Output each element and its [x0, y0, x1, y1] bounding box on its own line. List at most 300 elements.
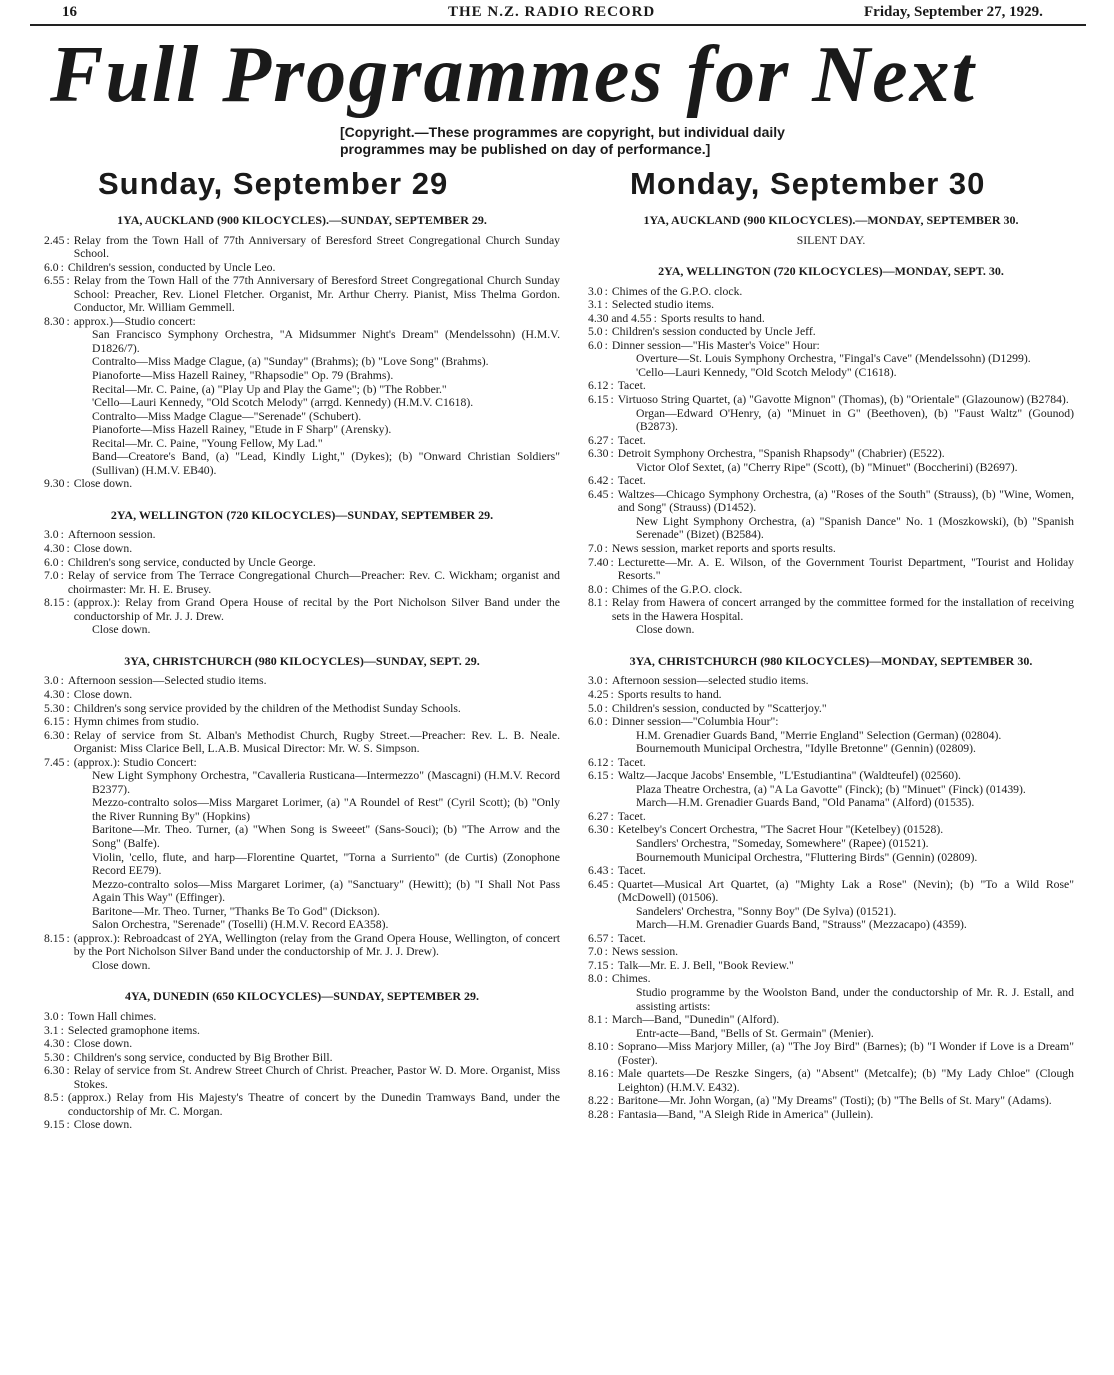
page-header	[56, 4, 1076, 26]
programme-item	[44, 396, 560, 410]
programme-text: Contralto—Miss Madge Clague, (a) "Sunday" (Brahms); (b) "Love Song" (Brahms).	[92, 355, 489, 369]
programme-item	[588, 823, 1074, 837]
programme-item	[588, 339, 1074, 353]
programme-text: Children's song service, conducted by Uncle George.	[67, 555, 316, 569]
programme-time: 6.0	[588, 338, 603, 352]
programme-item	[588, 878, 1074, 905]
programme-text: News session, market reports and sports results.	[611, 542, 836, 556]
programme-text: Baritone—Mr. Theo. Turner, "Thanks Be To God" (Dickson).	[92, 904, 380, 918]
programme-item	[588, 393, 1074, 407]
programme-time: 8.15	[44, 931, 65, 945]
time-separator: :	[604, 338, 608, 352]
programme-text: Salon Orchestra, "Serenade" (Toselli) (H.M.V. Record EA358).	[92, 918, 389, 932]
monday-heading: Monday, September 30	[630, 166, 986, 201]
programme-item	[588, 729, 1074, 743]
programme-item	[44, 623, 560, 637]
time-separator: :	[604, 1013, 608, 1027]
programme-text: Selected studio items.	[611, 298, 715, 312]
programme-text: Dinner session—"His Master's Voice" Hour:	[611, 338, 820, 352]
programme-text: Town Hall chimes.	[67, 1009, 157, 1023]
programme-text: News session.	[611, 945, 679, 959]
time-separator: :	[66, 1037, 70, 1051]
time-separator: :	[60, 528, 64, 542]
programme-text: March—H.M. Grenadier Guards Band, "Old Panama" (Alford) (01535).	[636, 796, 975, 810]
programme-item	[44, 932, 560, 959]
time-separator: :	[66, 687, 70, 701]
programme-text: Violin, 'cello, flute, and harp—Florentine Quartet, "Torna a Surriento" (de Curtis) (Zonophone Record EE79).	[92, 850, 560, 878]
programme-text: Mezzo-contralto solos—Miss Margaret Lorimer, (a) "A Roundel of Rest" (Cyril Scott); (b) "Only the River Running By" (Hopkins)	[92, 796, 560, 823]
time-separator: :	[604, 715, 608, 729]
programme-text: Baritone—Mr. John Worgan, (a) "My Dreams" (Tosti); (b) "The Bells of St. Mary" (Adams).	[617, 1094, 1052, 1108]
programme-item	[588, 596, 1074, 623]
programme-text: Relay from the Town Hall of the 77th Anniversary of Beresford Street Congregational Church Sunday School: Preacher, Rev. Lionel Fletcher. Organist, Mr. Arthur Cherry. Pianist, Miss Thelma Gordon. Conductor, Mr. William Gemmell.	[73, 274, 560, 315]
programme-text: Chimes of the G.P.O. clock.	[611, 284, 743, 298]
programme-text: San Francisco Symphony Orchestra, "A Midsummer Night's Dream" (Mendelssohn) (H.M.V. D1826/7).	[92, 328, 560, 355]
programme-text: New Light Symphony Orchestra, "Cavalleria Rusticana—Intermezzo" (Mascagni) (H.M.V. Record B2377).	[92, 769, 560, 796]
programme-item	[44, 1118, 560, 1132]
programme-text: Mezzo-contralto solos—Miss Margaret Lorimer, (a) "Sanctuary" (Hewitt); (b) "I Shall Not Pass Again This Way" (Effinger).	[92, 877, 560, 905]
time-separator: :	[604, 582, 608, 596]
programme-item	[588, 959, 1074, 973]
programme-text: Close down.	[73, 477, 133, 491]
programme-item	[588, 407, 1074, 434]
programme-time: 6.15	[588, 393, 609, 407]
programme-item	[588, 1040, 1074, 1067]
programme-text: Tacet.	[617, 433, 646, 447]
time-separator: :	[66, 477, 70, 491]
programme-item	[44, 261, 560, 275]
programme-item	[44, 369, 560, 383]
programme-time: 7.0	[588, 542, 603, 556]
programme-time: 8.15	[44, 596, 65, 610]
programme-item	[588, 461, 1074, 475]
silent-day-note: SILENT DAY.	[796, 233, 866, 247]
programme-text: Talk—Mr. E. J. Bell, "Book Review."	[617, 958, 794, 972]
programme-text: Afternoon session—selected studio items.	[611, 674, 809, 688]
programme-text: Dinner session—"Columbia Hour":	[611, 715, 779, 729]
programme-time: 9.15	[44, 1118, 65, 1132]
programme-item	[588, 837, 1074, 851]
programme-item	[44, 823, 560, 850]
programme-text: Tacet.	[617, 809, 646, 823]
programme-text: Close down.	[73, 687, 133, 701]
programme-item	[44, 756, 560, 770]
programme-text: March—H.M. Grenadier Guards Band, "Strauss" (Mezzacapo) (4359).	[636, 918, 967, 932]
programme-text: Tacet.	[617, 474, 646, 488]
programme-text: Children's song service provided by the children of the Methodist Sunday Schools.	[73, 701, 461, 715]
programme-text: (approx.) Relay from His Majesty's Theatre of concert by the Dunedin Tramways Band, under the conductorship of Mr. C. Morgan.	[67, 1091, 560, 1118]
time-separator: :	[66, 715, 70, 729]
time-separator: :	[610, 447, 614, 461]
programme-time: 6.12	[588, 755, 609, 769]
programme-time: 6.42	[588, 474, 609, 488]
programme-time: 8.0	[588, 582, 603, 596]
programme-text: Relay of service from The Terrace Congregational Church—Preacher: Rev. C. Wickham; organist and choirmaster: Mr. H. E. Brusey.	[67, 569, 560, 596]
station-heading: 1YA, AUCKLAND (900 KILOCYCLES).—MONDAY, SEPTEMBER 30.	[643, 213, 1019, 227]
programme-item	[588, 796, 1074, 810]
programme-text: (approx.): Relay from Grand Opera House of recital by the Port Nicholson Silver Band under the conductorship of Mr. J. J. Drew.	[73, 596, 560, 623]
programme-item	[44, 918, 560, 932]
programme-time: 8.16	[588, 1067, 609, 1081]
programme-item	[44, 556, 560, 570]
programme-time: 6.30	[588, 823, 609, 837]
programme-item	[44, 542, 560, 556]
programme-text: Detroit Symphony Orchestra, "Spanish Rhapsody" (Chabrier) (E522).	[617, 447, 945, 461]
programme-item	[588, 688, 1074, 702]
programme-text: Bournemouth Municipal Orchestra, "Idylle Bretonne" (Gennin) (02809).	[636, 742, 976, 756]
programme-item	[588, 742, 1074, 756]
programme-item	[588, 312, 1074, 326]
programme-item	[44, 328, 560, 355]
time-separator: :	[653, 311, 657, 325]
programme-text: Sports results to hand.	[617, 687, 722, 701]
station-heading: 2YA, WELLINGTON (720 KILOCYCLES)—SUNDAY, SEPTEMBER 29.	[110, 507, 494, 522]
programme-time: 3.1	[44, 1023, 59, 1037]
time-separator: :	[66, 314, 70, 328]
time-separator: :	[60, 555, 64, 569]
programme-item	[44, 1024, 560, 1038]
programme-time: 6.0	[44, 260, 59, 274]
programme-time: 3.0	[44, 674, 59, 688]
programme-item	[588, 366, 1074, 380]
programme-item	[588, 434, 1074, 448]
time-separator: :	[604, 298, 608, 312]
time-separator: :	[604, 972, 608, 986]
programme-text: Tacet.	[617, 755, 646, 769]
programme-time: 8.10	[588, 1040, 609, 1054]
programme-text: Children's session conducted by Uncle Jeff.	[611, 325, 816, 339]
programme-text: Close down.	[73, 1118, 133, 1132]
programme-item	[44, 1064, 560, 1091]
programme-time: 8.5	[44, 1091, 59, 1105]
time-separator: :	[60, 674, 64, 688]
programme-item	[588, 715, 1074, 729]
programme-text: Relay from Hawera of concert arranged by the committee formed for the installation of receiving sets in the Hawera Hospital.	[611, 596, 1074, 623]
programme-item	[44, 383, 560, 397]
time-separator: :	[610, 958, 614, 972]
time-separator: :	[610, 379, 614, 393]
programme-text: Children's session, conducted by Uncle Leo.	[67, 260, 276, 274]
programme-item	[588, 285, 1074, 299]
programme-item	[588, 379, 1074, 393]
time-separator: :	[604, 596, 608, 610]
programme-text: Contralto—Miss Madge Clague—"Serenade" (Schubert).	[92, 409, 362, 423]
programme-text: New Light Symphony Orchestra, (a) "Spanish Dance" No. 1 (Moszkowski), (b) "Spanish Serenade" (Bizet) (B2584).	[636, 514, 1074, 542]
programme-time: 4.25	[588, 687, 609, 701]
programme-item	[44, 477, 560, 491]
programme-item	[588, 783, 1074, 797]
programme-item	[588, 515, 1074, 542]
time-separator: :	[610, 487, 614, 501]
programme-item	[588, 851, 1074, 865]
station-heading: 3YA, CHRISTCHURCH (980 KILOCYCLES)—SUNDAY, SEPT. 29.	[124, 653, 480, 668]
programme-text: Chimes.	[611, 972, 651, 986]
programme-text: Selected gramophone items.	[67, 1023, 200, 1037]
programme-item	[588, 1094, 1074, 1108]
programme-text: Waltzes—Chicago Symphony Orchestra, (a) "Roses of the South" (Strauss), (b) "Wine, Women, and Song" (Strauss) (D1452).	[617, 487, 1074, 515]
time-separator: :	[66, 701, 70, 715]
programme-time: 6.12	[588, 379, 609, 393]
programme-text: Soprano—Miss Marjory Miller, (a) "The Joy Bird" (Barnes); (b) "I Wonder if Love is a Dream" (Foster).	[617, 1040, 1074, 1067]
programme-item	[588, 905, 1074, 919]
station-heading: 1YA, AUCKLAND (900 KILOCYCLES).—SUNDAY, SEPTEMBER 29.	[117, 213, 487, 227]
time-separator: :	[66, 596, 70, 610]
programme-text: Organ—Edward O'Henry, (a) "Minuet in G" (Beethoven), (b) "Faust Waltz" (Gounod) (B2873).	[636, 406, 1074, 434]
station-heading: 3YA, CHRISTCHURCH (980 KILOCYCLES)—MONDAY, SEPTEMBER 30.	[629, 653, 1033, 668]
programme-item	[44, 355, 560, 369]
time-separator: :	[604, 542, 608, 556]
programme-text: Victor Olof Sextet, (a) "Cherry Ripe" (Scott), (b) "Minuet" (Boccherini) (B2697).	[636, 460, 1018, 474]
programme-time: 3.0	[44, 528, 59, 542]
programme-text: Pianoforte—Miss Hazell Rainey, "Rhapsodie" Op. 79 (Brahms).	[92, 369, 394, 383]
programme-text: H.M. Grenadier Guards Band, "Merrie England" Selection (German) (02804).	[636, 728, 1002, 742]
publication-name: THE N.Z. RADIO RECORD	[448, 4, 656, 20]
programme-item	[44, 315, 560, 329]
programme-item	[588, 674, 1074, 688]
programme-item	[588, 474, 1074, 488]
programme-text: Relay of service from St. Alban's Methodist Church, Rugby Street.—Preacher: Rev. L. B. Neale. Organist: Miss Clarice Bell, L.A.B. Musical Director: Mr. W. S. Simpson.	[73, 728, 560, 756]
programme-item	[588, 945, 1074, 959]
programme-text: Band—Creatore's Band, (a) "Lead, Kindly Light," (Dykes); (b) "Onward Christian Soldiers" (Sullivan) (H.M.V. EB40).	[92, 450, 560, 477]
time-separator: :	[66, 1050, 70, 1064]
programme-text: Ketelbey's Concert Orchestra, "The Sacret Hour "(Ketelbey) (01528).	[617, 823, 944, 837]
programme-item	[44, 674, 560, 688]
programme-item	[588, 1067, 1074, 1094]
programme-time: 6.15	[44, 715, 65, 729]
programme-text: Chimes of the G.P.O. clock.	[611, 582, 743, 596]
programme-text: Afternoon session—Selected studio items.	[67, 674, 267, 688]
programme-item	[44, 596, 560, 623]
programme-time: 6.0	[44, 555, 59, 569]
programme-item	[588, 542, 1074, 556]
time-separator: :	[610, 1107, 614, 1121]
programme-item	[588, 623, 1074, 637]
programme-text: Sandelers' Orchestra, "Sonny Boy" (De Sylva) (01521).	[636, 904, 897, 918]
issue-date: Friday, September 27, 1929.	[864, 4, 1043, 20]
time-separator: :	[610, 1067, 614, 1081]
time-separator: :	[60, 1091, 64, 1105]
programme-item	[44, 1037, 560, 1051]
programme-text: Plaza Theatre Orchestra, (a) "A La Gavotte" (Finck); (b) "Minuet" (Finck) (01439).	[636, 782, 1026, 796]
time-separator: :	[610, 809, 614, 823]
sunday-column	[44, 214, 560, 1132]
programme-text: Tacet.	[617, 379, 646, 393]
programme-item	[588, 325, 1074, 339]
programme-text: Overture—St. Louis Symphony Orchestra, "Fingal's Cave" (Mendelssohn) (D1299).	[636, 352, 1031, 366]
programme-item	[44, 1091, 560, 1118]
programme-item	[588, 932, 1074, 946]
programme-text: Close down.	[73, 542, 133, 556]
monday-column	[588, 214, 1074, 1121]
time-separator: :	[610, 393, 614, 407]
programme-time: 5.0	[588, 701, 603, 715]
programme-item	[588, 1013, 1074, 1027]
time-separator: :	[610, 1094, 614, 1108]
copyright-notice: [Copyright.—These programmes are copyright, but individual daily programmes may be published on day of performance.]	[340, 124, 785, 157]
programme-item	[44, 878, 560, 905]
time-separator: :	[604, 945, 608, 959]
programme-text: Sports results to hand.	[660, 311, 765, 325]
time-separator: :	[604, 325, 608, 339]
programme-text: approx.)—Studio concert:	[73, 314, 196, 328]
programme-time: 2.45	[44, 233, 65, 247]
programme-text: Lecturette—Mr. A. E. Wilson, of the Government Tourist Department, "Tourist and Holiday Resorts."	[617, 555, 1074, 583]
programme-time: 4.30	[44, 1037, 65, 1051]
programme-text: Tacet.	[617, 864, 646, 878]
programme-item	[44, 796, 560, 823]
programme-text: Virtuoso String Quartet, (a) "Gavotte Mignon" (Thomas), (b) "Orientale" (Glazounow) (B2784).	[617, 393, 1069, 407]
time-separator: :	[604, 284, 608, 298]
programme-item	[588, 702, 1074, 716]
programme-text: Baritone—Mr. Theo. Turner, (a) "When Song is Sweeet" (Sans-Souci); (b) "The Arrow and the Song" (Balfe).	[92, 823, 560, 850]
programme-item	[44, 1051, 560, 1065]
programme-text: Children's song service, conducted by Big Brother Bill.	[73, 1050, 333, 1064]
programme-time: 3.0	[44, 1009, 59, 1023]
programme-item	[44, 274, 560, 315]
programme-time: 7.40	[588, 555, 609, 569]
time-separator: :	[60, 260, 64, 274]
programme-item	[588, 756, 1074, 770]
station-heading: 2YA, WELLINGTON (720 KILOCYCLES)—MONDAY, SEPT. 30.	[658, 264, 1004, 279]
page-title: Full Programmes for Next	[50, 31, 976, 119]
programme-item	[44, 688, 560, 702]
time-separator: :	[610, 1040, 614, 1054]
programme-text: (approx.): Studio Concert:	[73, 755, 197, 769]
programme-time: 6.30	[588, 447, 609, 461]
time-separator: :	[604, 701, 608, 715]
programme-time: 6.27	[588, 809, 609, 823]
programme-time: 8.1	[588, 1013, 603, 1027]
programme-item	[44, 234, 560, 261]
programme-item	[44, 905, 560, 919]
programme-time: 7.45	[44, 755, 65, 769]
programme-time: 6.30	[44, 1064, 65, 1078]
time-separator: :	[610, 755, 614, 769]
programme-text: Close down.	[636, 623, 695, 637]
programme-item	[588, 298, 1074, 312]
programme-time: 6.57	[588, 931, 609, 945]
time-separator: :	[66, 233, 70, 247]
programme-item	[588, 352, 1074, 366]
time-separator: :	[610, 433, 614, 447]
programme-time: 4.30	[44, 542, 65, 556]
programme-item	[44, 437, 560, 451]
programme-text: Recital—Mr. C. Paine, (a) "Play Up and Play the Game"; (b) "The Robber."	[92, 382, 447, 396]
programme-time: 8.28	[588, 1107, 609, 1121]
programme-item	[588, 556, 1074, 583]
programme-time: 7.15	[588, 958, 609, 972]
programme-text: Recital—Mr. C. Paine, "Young Fellow, My Lad."	[92, 436, 323, 450]
programme-time: 8.1	[588, 596, 603, 610]
programme-text: Pianoforte—Miss Hazell Rainey, "Etude in F Sharp" (Arensky).	[92, 423, 392, 437]
programme-time: 5.30	[44, 701, 65, 715]
programme-item	[44, 715, 560, 729]
header-rule	[30, 24, 1086, 26]
programme-text: Close down.	[92, 958, 151, 972]
programme-time: 4.30 and 4.55	[588, 311, 652, 325]
time-separator: :	[610, 864, 614, 878]
programme-text: Quartet—Musical Art Quartet, (a) "Mighty Lak a Rose" (Nevin); (b) "To a Wild Rose" (McDowell) (01506).	[617, 877, 1074, 905]
programme-time: 4.30	[44, 687, 65, 701]
programme-time: 6.27	[588, 433, 609, 447]
programme-item	[44, 769, 560, 796]
programme-text: Relay of service from St. Andrew Street Church of Christ. Preacher, Pastor W. D. More. Organist, Miss Stokes.	[73, 1064, 560, 1091]
programme-text: Waltz—Jacque Jacobs' Ensemble, "L'Estudiantina" (Waldteufel) (02560).	[617, 769, 961, 783]
programme-time: 6.30	[44, 728, 65, 742]
programme-time: 6.15	[588, 769, 609, 783]
time-separator: :	[60, 1009, 64, 1023]
programme-text: Afternoon session.	[67, 528, 156, 542]
programme-item	[588, 1027, 1074, 1041]
programme-text: Entr-acte—Band, "Bells of St. Germain" (Menier).	[636, 1026, 874, 1040]
programme-item	[44, 702, 560, 716]
programme-text: (approx.): Rebroadcast of 2YA, Wellington (relay from the Grand Opera House, Wellington, of concert by the Port Nicholson Silver Band under the conductorship of Mr. J. J. Drew).	[73, 931, 560, 959]
time-separator: :	[610, 769, 614, 783]
programme-item	[44, 528, 560, 542]
time-separator: :	[66, 1064, 70, 1078]
programme-time: 9.30	[44, 477, 65, 491]
page-number: 16	[62, 4, 77, 20]
programme-item	[588, 447, 1074, 461]
programme-item	[44, 423, 560, 437]
programme-item	[44, 410, 560, 424]
time-separator: :	[66, 931, 70, 945]
programme-text: Sandlers' Orchestra, "Someday, Somewhere" (Rapee) (01521).	[636, 836, 929, 850]
programme-item	[588, 972, 1074, 986]
time-separator: :	[66, 1118, 70, 1132]
programme-text: Male quartets—De Reszke Singers, (a) "Absent" (Metcalfe); (b) "My Lady Chloe" (Clough Leighton) (H.M.V. E432).	[617, 1067, 1074, 1094]
sunday-heading: Sunday, September 29	[98, 166, 449, 201]
programme-time: 3.0	[588, 284, 603, 298]
time-separator: :	[66, 728, 70, 742]
programme-item	[44, 450, 560, 477]
programme-item	[44, 959, 560, 973]
programme-text: Bournemouth Municipal Orchestra, "Fluttering Birds" (Gennin) (02809).	[636, 850, 978, 864]
programme-item	[588, 810, 1074, 824]
programme-text: Relay from the Town Hall of 77th Anniversary of Beresford Street Congregational Church Sunday School.	[73, 233, 560, 261]
programme-time: 6.0	[588, 715, 603, 729]
time-separator: :	[66, 755, 70, 769]
programme-time: 3.0	[588, 674, 603, 688]
programme-item	[44, 851, 560, 878]
programme-item	[588, 864, 1074, 878]
programme-text: Hymn chimes from studio.	[73, 715, 200, 729]
programme-time: 6.45	[588, 487, 609, 501]
time-separator: :	[66, 274, 70, 288]
time-separator: :	[610, 823, 614, 837]
programme-time: 6.43	[588, 864, 609, 878]
programme-text: 'Cello—Lauri Kennedy, "Old Scotch Melody" (arrgd. Kennedy) (H.M.V. C1618).	[92, 396, 474, 410]
programme-time: 8.30	[44, 314, 65, 328]
time-separator: :	[610, 555, 614, 569]
time-separator: :	[610, 474, 614, 488]
time-separator: :	[610, 931, 614, 945]
time-separator: :	[604, 674, 608, 688]
programme-time: 6.45	[588, 877, 609, 891]
programme-time: 6.55	[44, 274, 65, 288]
programme-item	[588, 769, 1074, 783]
programme-text: Fantasia—Band, "A Sleigh Ride in America" (Jullein).	[617, 1107, 874, 1121]
time-separator: :	[610, 877, 614, 891]
programme-time: 5.0	[588, 325, 603, 339]
programme-text: March—Band, "Dunedin" (Alford).	[611, 1013, 780, 1027]
programme-item	[44, 569, 560, 596]
programme-item	[588, 488, 1074, 515]
programme-item	[588, 986, 1074, 1013]
time-separator: :	[60, 569, 64, 583]
programme-text: Studio programme by the Woolston Band, under the conductorship of Mr. R. J. Estall, and assisting artists:	[636, 985, 1074, 1013]
programme-item	[44, 729, 560, 756]
